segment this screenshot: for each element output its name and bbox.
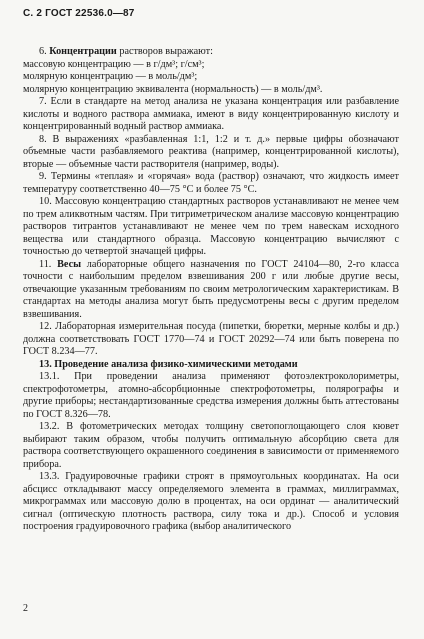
p11-bold-term: Весы [57, 258, 82, 270]
p6-lead: 6. [39, 46, 47, 57]
p11-lead: 11. [39, 258, 52, 270]
p6-item-mass: массовую концентрацию — в г/дм³; г/см³; [23, 58, 205, 70]
p6-rest: растворов выражают: [116, 46, 213, 57]
page-number: 2 [23, 603, 28, 614]
p6-bold-term: Концентрации [49, 46, 117, 57]
paragraph-12: 12. Лабораторная измерительная посуда (пипетки, бюретки, мерные колбы и др.) должна соответствовать ГОСТ 1770—74 и ГОСТ 20292—74 или быть поверена по ГОСТ 8.234—77. [23, 321, 399, 357]
paragraph-9: 9. Термины «теплая» и «горячая» вода (раствор) означают, что жидкость имеет температуру соответственно 40—75 °С и более 75 °С. [23, 171, 399, 195]
paragraph-10: 10. Массовую концентрацию стандартных растворов устанавливают не менее чем по трем аликвотным частям. При титриметрическом анализе массовую концентрацию растворов титрантов устанавливают не менее чем по трем навескам исходного вещества или стандартного образца. Массовую концентрацию вычисляют с точностью до четвертой значащей цифры. [23, 196, 399, 257]
paragraph-7: 7. Если в стандарте на метод анализа не указана концентрация или разбавление кислоты и водного раствора аммиака, имеют в виду концентрированную кислоту и концентрированный водный раствор аммиака. [23, 96, 399, 132]
paragraph-13-3: 13.3. Градуировочные графики строят в прямоугольных координатах. На оси абсцисс откладывают массу определяемого элемента в граммах, миллиграммах, микрограммах или массовую долю в процентах, на оси ординат — аналитический сигнал (оптическую плотность раствора, силу тока и др.). Способ и условия построения градуировочного графика (выбор аналитического [23, 471, 399, 532]
section-13-heading: 13. Проведение анализа физико-химическими методами [39, 358, 298, 370]
document-body [23, 46, 399, 534]
p6-item-molar: молярную концентрацию — в моль/дм³; [23, 71, 198, 82]
paragraph-13-2: 13.2. В фотометрических методах толщину светопоглощающего слоя кювет выбирают таким образом, чтобы получить оптимальную абсорбцию света для раствора соответствующего окрашенного соединения в зависимости от применяемого прибора. [23, 421, 399, 470]
p11-rest: лабораторные общего назначения по ГОСТ 24104—80, 2-го класса точности с наибольшим пределом взвешивания 200 г или любые другие весы, отвечающие указанным требованиям по своим метрологическим характеристикам. В стандартах на методы анализа могут быть предусмотрены весы с другим пределом взвешивания. [23, 258, 399, 320]
paragraph-6 [23, 46, 399, 59]
paragraph-13-1: 13.1. При проведении анализа применяют фотоэлектроколориметры, спектрофотометры, атомно-абсорбционные спектрофотометры, полярографы и другие приборы; нестандартизованные средства измерения должны быть аттестованы по ГОСТ 8.326—78. [23, 371, 399, 420]
page-header: С. 2 ГОСТ 22536.0—87 [23, 8, 135, 19]
p6-item-equivalent: молярную концентрацию эквивалента (нормальность) — в моль/дм³. [23, 83, 323, 95]
paragraph-8: 8. В выражениях «разбавленная 1:1, 1:2 и т. д.» первые цифры обозначают объемные части разбавляемого реактива (например, концентрированной кислоты), вторые — объемные части растворителя (например, воды). [23, 133, 399, 170]
paragraph-11 [23, 259, 399, 322]
